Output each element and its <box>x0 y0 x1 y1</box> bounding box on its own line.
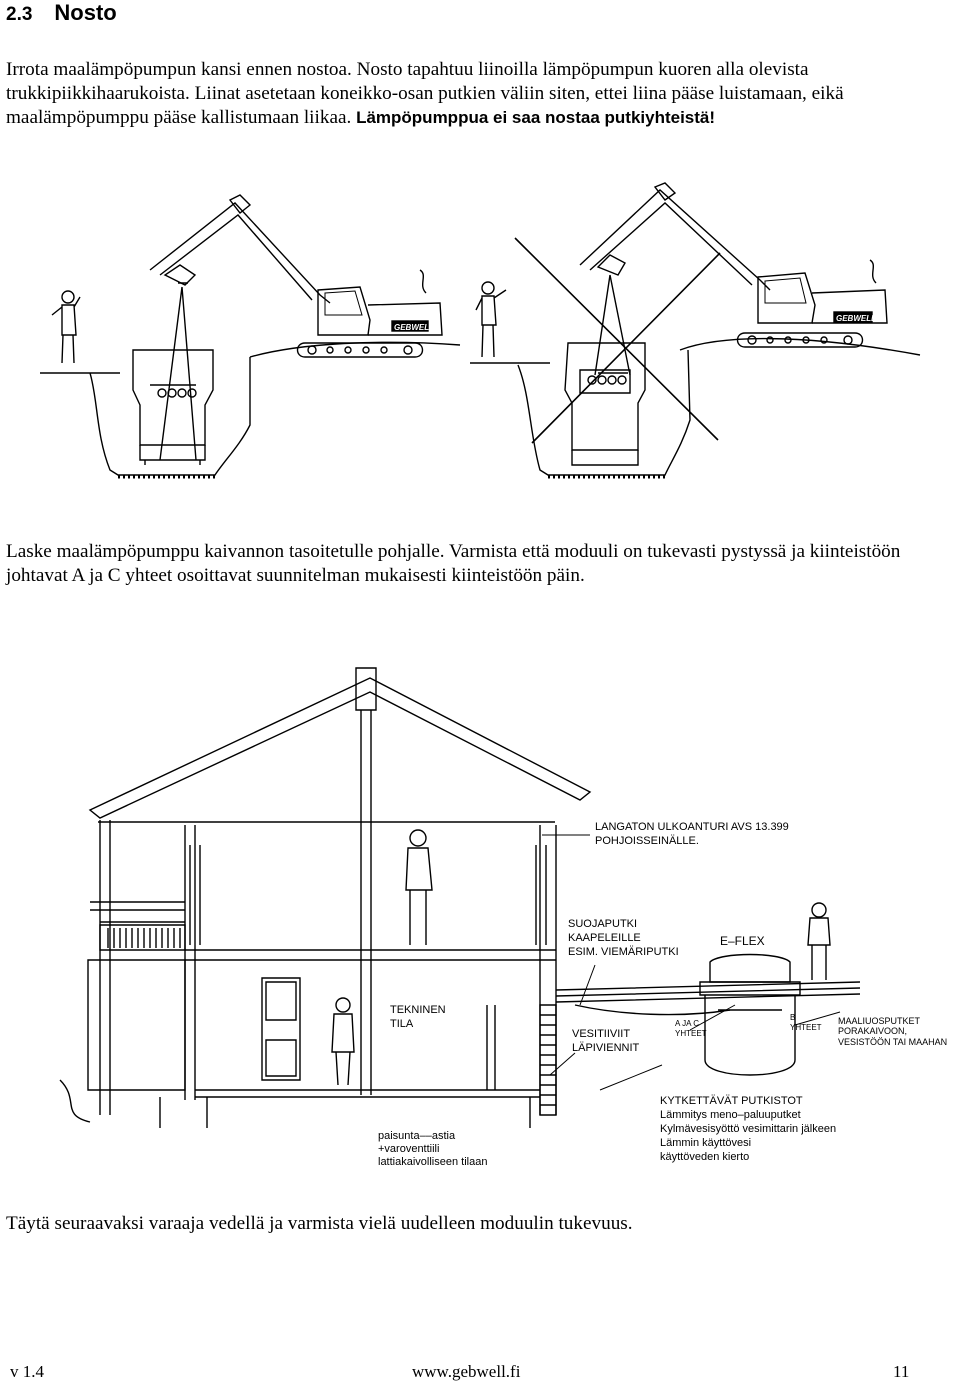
lifting-instructions-paragraph <box>6 58 946 130</box>
b-connections-label-1: B <box>790 1013 796 1022</box>
section-title: Nosto <box>54 0 117 25</box>
footer-page-number: 11 <box>893 1362 910 1381</box>
e-flex-well <box>700 955 800 1076</box>
tech-room-label-1: TEKNINEN <box>390 1004 446 1016</box>
conduit-label-2: KAAPELEILLE <box>568 932 641 944</box>
excavator-left <box>150 195 442 357</box>
house-walls <box>88 820 556 1128</box>
placement-paragraph: Laske maalämpöpumppu kaivannon tasoitetulle pohjalle. Varmista että moduuli on tukevasti pystyssä ja kiinteistöön johtavat A ja C yhteet osoittavat suunnitelman mukaisesti kiinteistöön päin. <box>6 541 901 586</box>
section-heading <box>6 0 117 26</box>
correct-lifting-scene <box>40 195 460 477</box>
expansion-tank-label-1: paisunta––astia <box>378 1130 456 1142</box>
expansion-tank-label-3: lattiakaivolliseen tilaan <box>378 1156 488 1168</box>
excavator-lifting-figure <box>0 175 960 505</box>
sensor-label-2: POHJOISSEINÄLLE. <box>595 835 699 847</box>
lifting-sling-left <box>160 283 196 460</box>
cross-out-mark <box>515 238 720 443</box>
lifting-sling-right <box>595 275 630 375</box>
house-roof <box>90 678 590 822</box>
expansion-tank-label-2: +varoventtiili <box>378 1143 440 1155</box>
fill-tank-paragraph: Täytä seuraavaksi varaaja vedellä ja varmista vielä uudelleen moduulin tukevuus. <box>6 1213 633 1234</box>
ground-pipes-label-3: VESISTÖÖN TAI MAAHAN <box>838 1037 948 1047</box>
watertight-label-2: LÄPIVIENNIT <box>572 1042 640 1054</box>
excavator-right <box>580 183 887 347</box>
pipes-to-connect-title: KYTKETTÄVÄT PUTKISTOT <box>660 1095 803 1107</box>
footer-version: v 1.4 <box>10 1362 44 1381</box>
heat-pump-module-right <box>565 343 645 465</box>
sensor-label-1: LANGATON ULKOANTURI AVS 13.399 <box>595 821 789 833</box>
brand-label-left: GEBWELL <box>394 323 434 332</box>
b-connections-label-2: YHTEET <box>790 1023 822 1032</box>
footer-website: www.gebwell.fi <box>412 1362 521 1381</box>
house-installation-figure <box>0 660 960 1180</box>
section-number: 2.3 <box>6 4 33 25</box>
heat-pump-module-left <box>133 350 213 465</box>
pipes-to-connect-4: käyttöveden kierto <box>660 1151 750 1163</box>
pipes-to-connect-3: Lämmin käyttövesi <box>660 1137 752 1149</box>
person-upper-floor <box>406 830 432 945</box>
tech-room-label-2: TILA <box>390 1018 414 1030</box>
incorrect-lifting-scene <box>470 183 920 477</box>
ground-pipes-label-1: MAALIUOSPUTKET <box>838 1016 921 1026</box>
worker-figure-right <box>476 282 506 357</box>
worker-figure-left <box>52 291 80 363</box>
a-c-connections-label-1: A JA C <box>675 1019 700 1028</box>
e-flex-label: E–FLEX <box>720 934 765 948</box>
person-lower-floor <box>332 998 354 1085</box>
chimney <box>356 668 376 1095</box>
pipes-to-connect-2: Kylmävesisyöttö vesimittarin jälkeen <box>660 1123 837 1135</box>
brand-label-right: GEBWELL <box>836 314 876 323</box>
ground-pipes-label-2: PORAKAIVOON, <box>838 1026 908 1036</box>
a-c-connections-label-2: YHTEET <box>675 1029 707 1038</box>
lifting-instructions-text: Irrota maalämpöpumpun kansi ennen nostoa. Nosto tapahtuu liinoilla lämpöpumpun kuoren alla olevista trukkipiikkihaarukoista. Liinat asetetaan koneikko-osan putkien väliin siten, ettei liina pääse luistamaan, eikä maalämpöpumppu pääse kallistumaan liikaa. <box>6 59 844 128</box>
person-outside <box>808 903 830 980</box>
lifting-warning: Lämpöpumppua ei saa nostaa putkiyhteistä! <box>356 108 716 127</box>
conduit-label-3: ESIM. VIEMÄRIPUTKI <box>568 946 679 958</box>
pipes-to-connect-1: Lämmitys meno–paluuputket <box>660 1109 801 1121</box>
watertight-label-1: VESITIIVIIT <box>572 1028 631 1040</box>
conduit-label-1: SUOJAPUTKI <box>568 918 638 930</box>
buried-conduit <box>575 1005 730 1015</box>
